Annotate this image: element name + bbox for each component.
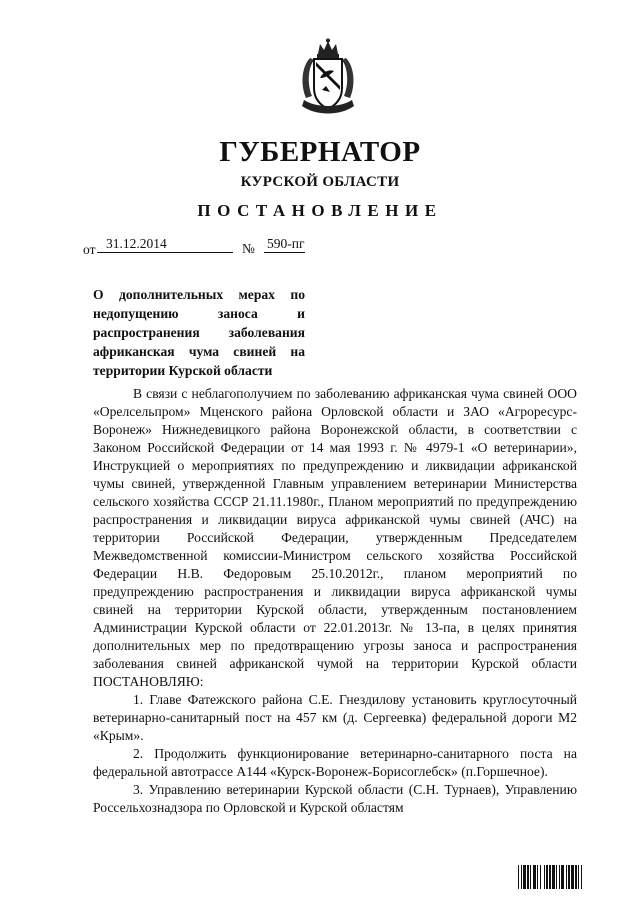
date-label: от bbox=[83, 242, 96, 257]
document-date: 31.12.2014 bbox=[97, 236, 233, 253]
body-paragraph: 2. Продолжить функционирование ветеринарно-санитарного поста на федеральной автотрассе А144 «Курск-Воронеж-Борисоглебск» (п.Горшечное). bbox=[93, 746, 577, 779]
body-paragraph: В связи с неблагополучием по заболеванию африканская чума свиней ООО «Орелсельпром» Мценского района Орловской области и ЗАО «Агроресурс-Воронеж» Нижнедевицкого района Воронежской области, в соответствии с Законом Российской Федерации от 14 мая 1993 г. № 4979-1 «О ветеринарии», Инструкцией о мероприятиях по предупреждению и ликвидации африканской чумы свиней, утвержденной Главным управлением ветеринарии Министерства сельского хозяйства СССР 21.11.1980г., Планом мероприятий по предупреждению распространения и ликвидации вируса африканской чумы свиней (АЧС) на территории Российской Федерации, утвержденным Председателем Межведомственной комиссии-Министром сельского хозяйства Российской Федерации Н.В. Федоровым 25.10.2012г., планом мероприятий по предупреждению распространения и ликвидации вируса африканской чумы свиней на территории Курской области, утвержденным постановлением Администрации Курской области от 22.01.2013г. № 13-па, в целях принятия дополнительных мер по предотвращению угрозы заноса и распространения заболевания свиней африканской чумой на территории Курской области ПОСТАНОВЛЯЮ: bbox=[93, 386, 577, 689]
body-paragraph: 1. Главе Фатежского района С.Е. Гнездилову установить круглосуточный ветеринарно-санитарный пост на 457 км (д. Сергеевка) федеральной дороги М2 «Крым». bbox=[93, 692, 577, 743]
document-type: ПОСТАНОВЛЕНИЕ bbox=[197, 201, 443, 220]
body-paragraph: 3. Управлению ветеринарии Курской области (С.Н. Турнаев), Управлению Россельхознадзора по Орловской и Курской областям bbox=[93, 782, 577, 815]
coat-of-arms-icon bbox=[296, 38, 360, 116]
region-subtitle: КУРСКОЙ ОБЛАСТИ bbox=[240, 174, 400, 190]
barcode-icon bbox=[518, 865, 618, 889]
document-body bbox=[93, 385, 577, 817]
number-label: № bbox=[242, 241, 255, 256]
document-subject: О дополнительных мерах по недопущению заноса и распространения заболевания африканская чума свиней на территории Курской области bbox=[93, 287, 305, 378]
document-number: 590-пг bbox=[264, 236, 305, 253]
page-title: ГУБЕРНАТОР bbox=[219, 136, 421, 168]
